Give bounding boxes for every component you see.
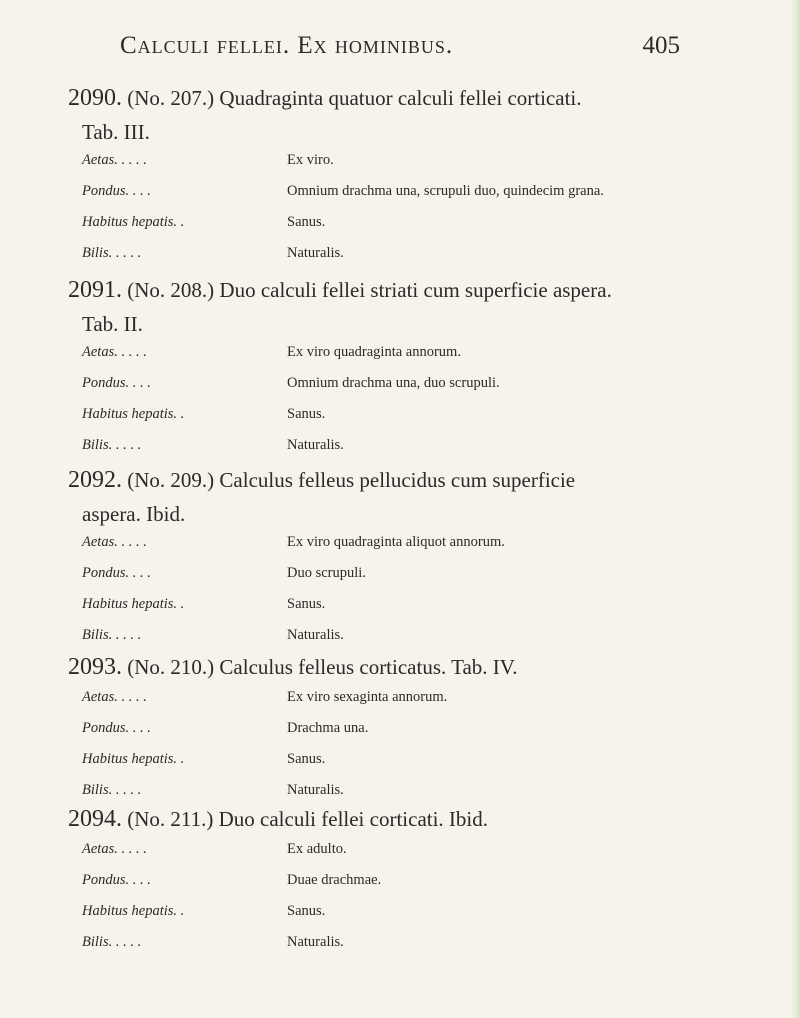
- field-value: Ex adulto.: [287, 841, 347, 857]
- field-label: Bilis. . . . .: [82, 934, 142, 950]
- field-label: Aetas. . . . .: [82, 689, 147, 705]
- field-label: Habitus hepatis. .: [82, 751, 185, 767]
- entry-description: (No. 207.) Quadraginta quatuor calculi fellei corticati.: [127, 86, 582, 110]
- field-value: Ex viro sexaginta annorum.: [287, 689, 448, 705]
- field-label: Habitus hepatis. .: [82, 406, 185, 422]
- field-label: Habitus hepatis. .: [82, 214, 185, 230]
- field-value: Ex viro.: [287, 152, 334, 168]
- entry-description-continued: Tab. III.: [82, 120, 150, 144]
- entry-heading: [68, 801, 748, 837]
- field-value: Sanus.: [287, 214, 326, 230]
- field-value: Naturalis.: [287, 437, 344, 453]
- field-pondus: [68, 371, 748, 402]
- field-habitus: [68, 402, 748, 433]
- entry-description-continued: Tab. II.: [82, 312, 143, 336]
- field-label: Pondus. . . .: [82, 375, 151, 391]
- field-habitus: [68, 747, 748, 778]
- entry-description: (No. 209.) Calculus felleus pellucidus cum superficie: [127, 468, 576, 492]
- entry-description: (No. 210.) Calculus felleus corticatus. Tab. IV.: [127, 655, 518, 679]
- entry-description-continued: aspera. Ibid.: [82, 502, 186, 526]
- field-bilis: [68, 241, 748, 272]
- catalog-entry: [68, 80, 748, 272]
- field-label: Pondus. . . .: [82, 872, 151, 888]
- page-number: 405: [642, 32, 680, 59]
- entry-heading: [68, 462, 748, 498]
- field-value: Sanus.: [287, 596, 326, 612]
- field-label: Pondus. . . .: [82, 720, 151, 736]
- field-value: Naturalis.: [287, 782, 344, 798]
- entry-number: 2093.: [68, 654, 122, 680]
- entry-heading: [68, 272, 748, 308]
- field-aetas: [68, 148, 748, 179]
- field-habitus: [68, 592, 748, 623]
- field-value: Ex viro quadraginta annorum.: [287, 344, 461, 360]
- field-value: Sanus.: [287, 903, 326, 919]
- field-label: Bilis. . . . .: [82, 437, 142, 453]
- field-label: Bilis. . . . .: [82, 627, 142, 643]
- field-label: Habitus hepatis. .: [82, 903, 185, 919]
- catalog-entry: [68, 649, 748, 809]
- entry-number: 2094.: [68, 806, 122, 832]
- entry-heading: [68, 80, 748, 116]
- running-title: Calculi fellei. Ex hominibus.: [120, 32, 454, 59]
- field-aetas: [68, 340, 748, 371]
- field-value: Duo scrupuli.: [287, 565, 366, 581]
- field-value: Sanus.: [287, 406, 326, 422]
- page-edge: [790, 0, 800, 1018]
- field-value: Naturalis.: [287, 245, 344, 261]
- entry-description: (No. 208.) Duo calculi fellei striati cum superficie aspera.: [127, 278, 612, 302]
- field-label: Aetas. . . . .: [82, 841, 147, 857]
- field-label: Bilis. . . . .: [82, 245, 142, 261]
- field-value: Duae drachmae.: [287, 872, 382, 888]
- field-value: Naturalis.: [287, 627, 344, 643]
- catalog-entry: [68, 272, 748, 464]
- field-label: Habitus hepatis. .: [82, 596, 185, 612]
- field-label: Aetas. . . . .: [82, 534, 147, 550]
- field-label: Bilis. . . . .: [82, 782, 142, 798]
- field-aetas: [68, 685, 748, 716]
- field-value: Omnium drachma una, duo scrupuli.: [287, 375, 500, 391]
- field-value: Sanus.: [287, 751, 326, 767]
- entry-heading: [68, 649, 748, 685]
- field-pondus: [68, 179, 748, 210]
- field-label: Aetas. . . . .: [82, 152, 147, 168]
- field-habitus: [68, 210, 748, 241]
- field-aetas: [68, 530, 748, 561]
- entry-number: 2090.: [68, 85, 122, 111]
- entry-number: 2092.: [68, 467, 122, 493]
- catalog-entry: [68, 462, 748, 654]
- field-pondus: [68, 716, 748, 747]
- field-label: Aetas. . . . .: [82, 344, 147, 360]
- field-aetas: [68, 837, 748, 868]
- field-bilis: [68, 930, 748, 961]
- field-value: Omnium drachma una, scrupuli duo, quindecim grana.: [287, 183, 604, 199]
- field-value: Drachma una.: [287, 720, 369, 736]
- catalog-entry: [68, 801, 748, 961]
- field-pondus: [68, 868, 748, 899]
- entry-number: 2091.: [68, 277, 122, 303]
- field-pondus: [68, 561, 748, 592]
- field-bilis: [68, 433, 748, 464]
- field-value: Ex viro quadraginta aliquot annorum.: [287, 534, 505, 550]
- field-habitus: [68, 899, 748, 930]
- field-label: Pondus. . . .: [82, 183, 151, 199]
- entry-description: (No. 211.) Duo calculi fellei corticati. Ibid.: [127, 807, 489, 831]
- field-label: Pondus. . . .: [82, 565, 151, 581]
- field-value: Naturalis.: [287, 934, 344, 950]
- running-header: [120, 32, 680, 72]
